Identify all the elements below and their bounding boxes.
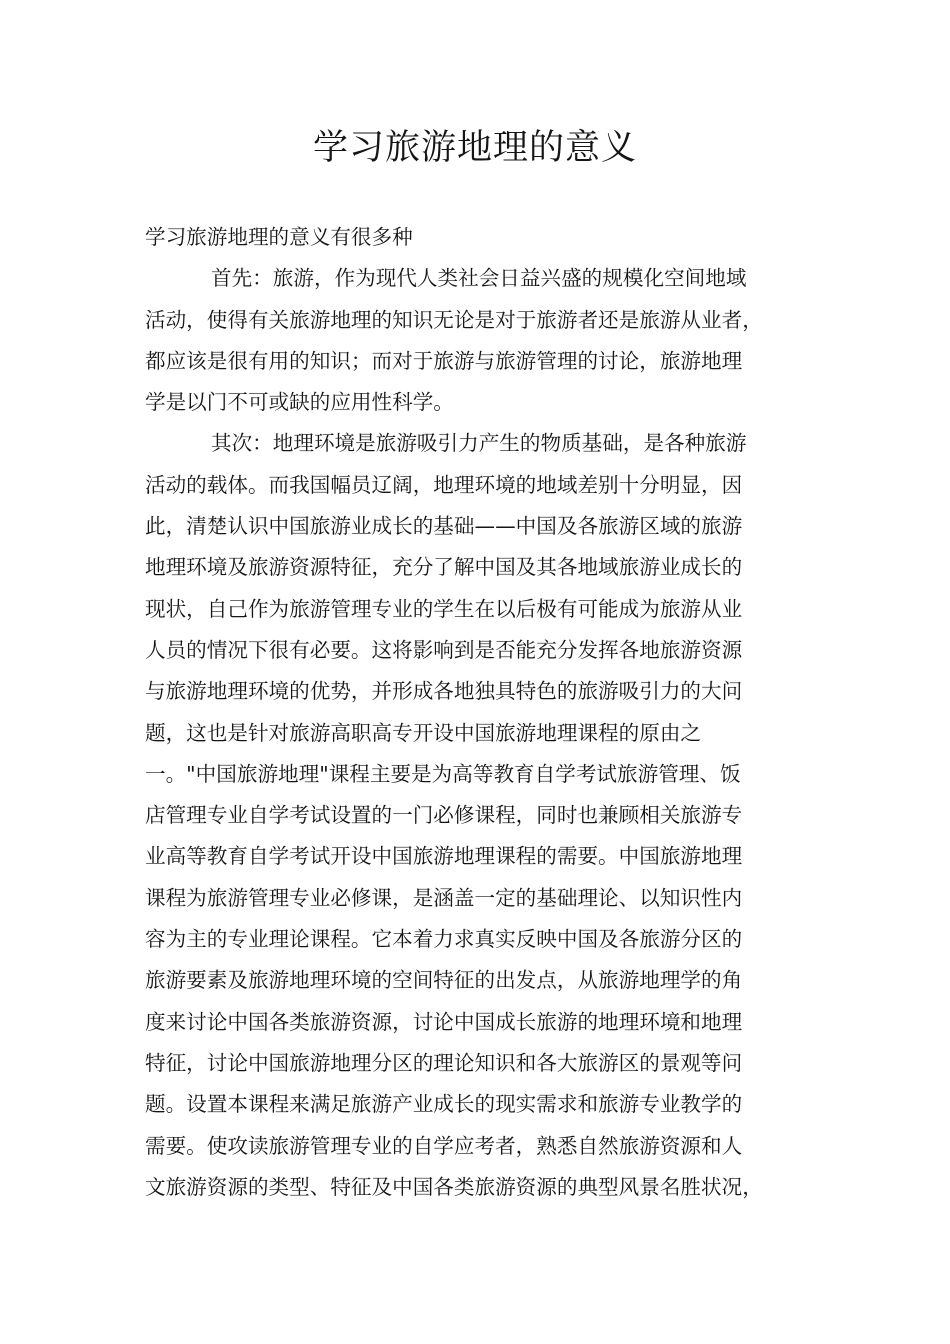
text-line: 与旅游地理环境的优势，并形成各地独具特色的旅游吸引力的大问 <box>145 679 743 704</box>
text-line: 特征，讨论中国旅游地理分区的理论知识和各大旅游区的景观等问 <box>145 1050 743 1075</box>
text-line: 学是以门不可或缺的应用性科学。 <box>145 390 454 415</box>
text-line: 活动，使得有关旅游地理的知识无论是对于旅游者还是旅游从业者， <box>145 307 763 332</box>
text-line: 人员的情况下很有必要。这将影响到是否能充分发挥各地旅游资源 <box>145 637 743 662</box>
text-line: 现状，自己作为旅游管理专业的学生在以后极有可能成为旅游从业 <box>145 596 743 621</box>
text-line: 业高等教育自学考试开设中国旅游地理课程的需要。中国旅游地理 <box>145 844 743 869</box>
text-line: 店管理专业自学考试设置的一门必修课程，同时也兼顾相关旅游专 <box>145 803 743 828</box>
text-line: 都应该是很有用的知识；而对于旅游与旅游管理的讨论，旅游地理 <box>145 348 743 373</box>
page-title: 学习旅游地理的意义 <box>312 128 637 168</box>
text-line: 旅游要素及旅游地理环境的空间特征的出发点，从旅游地理学的角 <box>145 968 743 993</box>
text-line: 此，清楚认识中国旅游业成长的基础——中国及各旅游区域的旅游 <box>145 514 743 539</box>
text-line: 容为主的专业理论课程。它本着力求真实反映中国及各旅游分区的 <box>145 927 743 952</box>
text-line: 度来讨论中国各类旅游资源，讨论中国成长旅游的地理环境和地理 <box>145 1009 743 1034</box>
text-line: 文旅游资源的类型、特征及中国各类旅游资源的典型风景名胜状况， <box>145 1174 763 1199</box>
text-line: 首先：旅游，作为现代人类社会日益兴盛的规模化空间地域 <box>211 266 747 291</box>
text-line: 需要。使攻读旅游管理专业的自学应考者，熟悉自然旅游资源和人 <box>145 1133 743 1158</box>
text-line: 题，这也是针对旅游高职高专开设中国旅游地理课程的原由之 <box>145 720 702 745</box>
text-line: 一。"中国旅游地理"课程主要是为高等教育自学考试旅游管理、饭 <box>145 761 741 786</box>
text-line: 其次：地理环境是旅游吸引力产生的物质基础，是各种旅游 <box>211 431 747 456</box>
text-line: 活动的载体。而我国幅员辽阔，地理环境的地域差别十分明显，因 <box>145 472 743 497</box>
text-line: 题。设置本课程来满足旅游产业成长的现实需求和旅游专业教学的 <box>145 1092 743 1117</box>
body-text <box>145 217 825 1208</box>
text-line: 学习旅游地理的意义有很多种 <box>145 225 413 249</box>
text-line: 课程为旅游管理专业必修课，是涵盖一定的基础理论、以知识性内 <box>145 885 743 910</box>
text-line: 地理环境及旅游资源特征，充分了解中国及其各地域旅游业成长的 <box>145 555 743 580</box>
